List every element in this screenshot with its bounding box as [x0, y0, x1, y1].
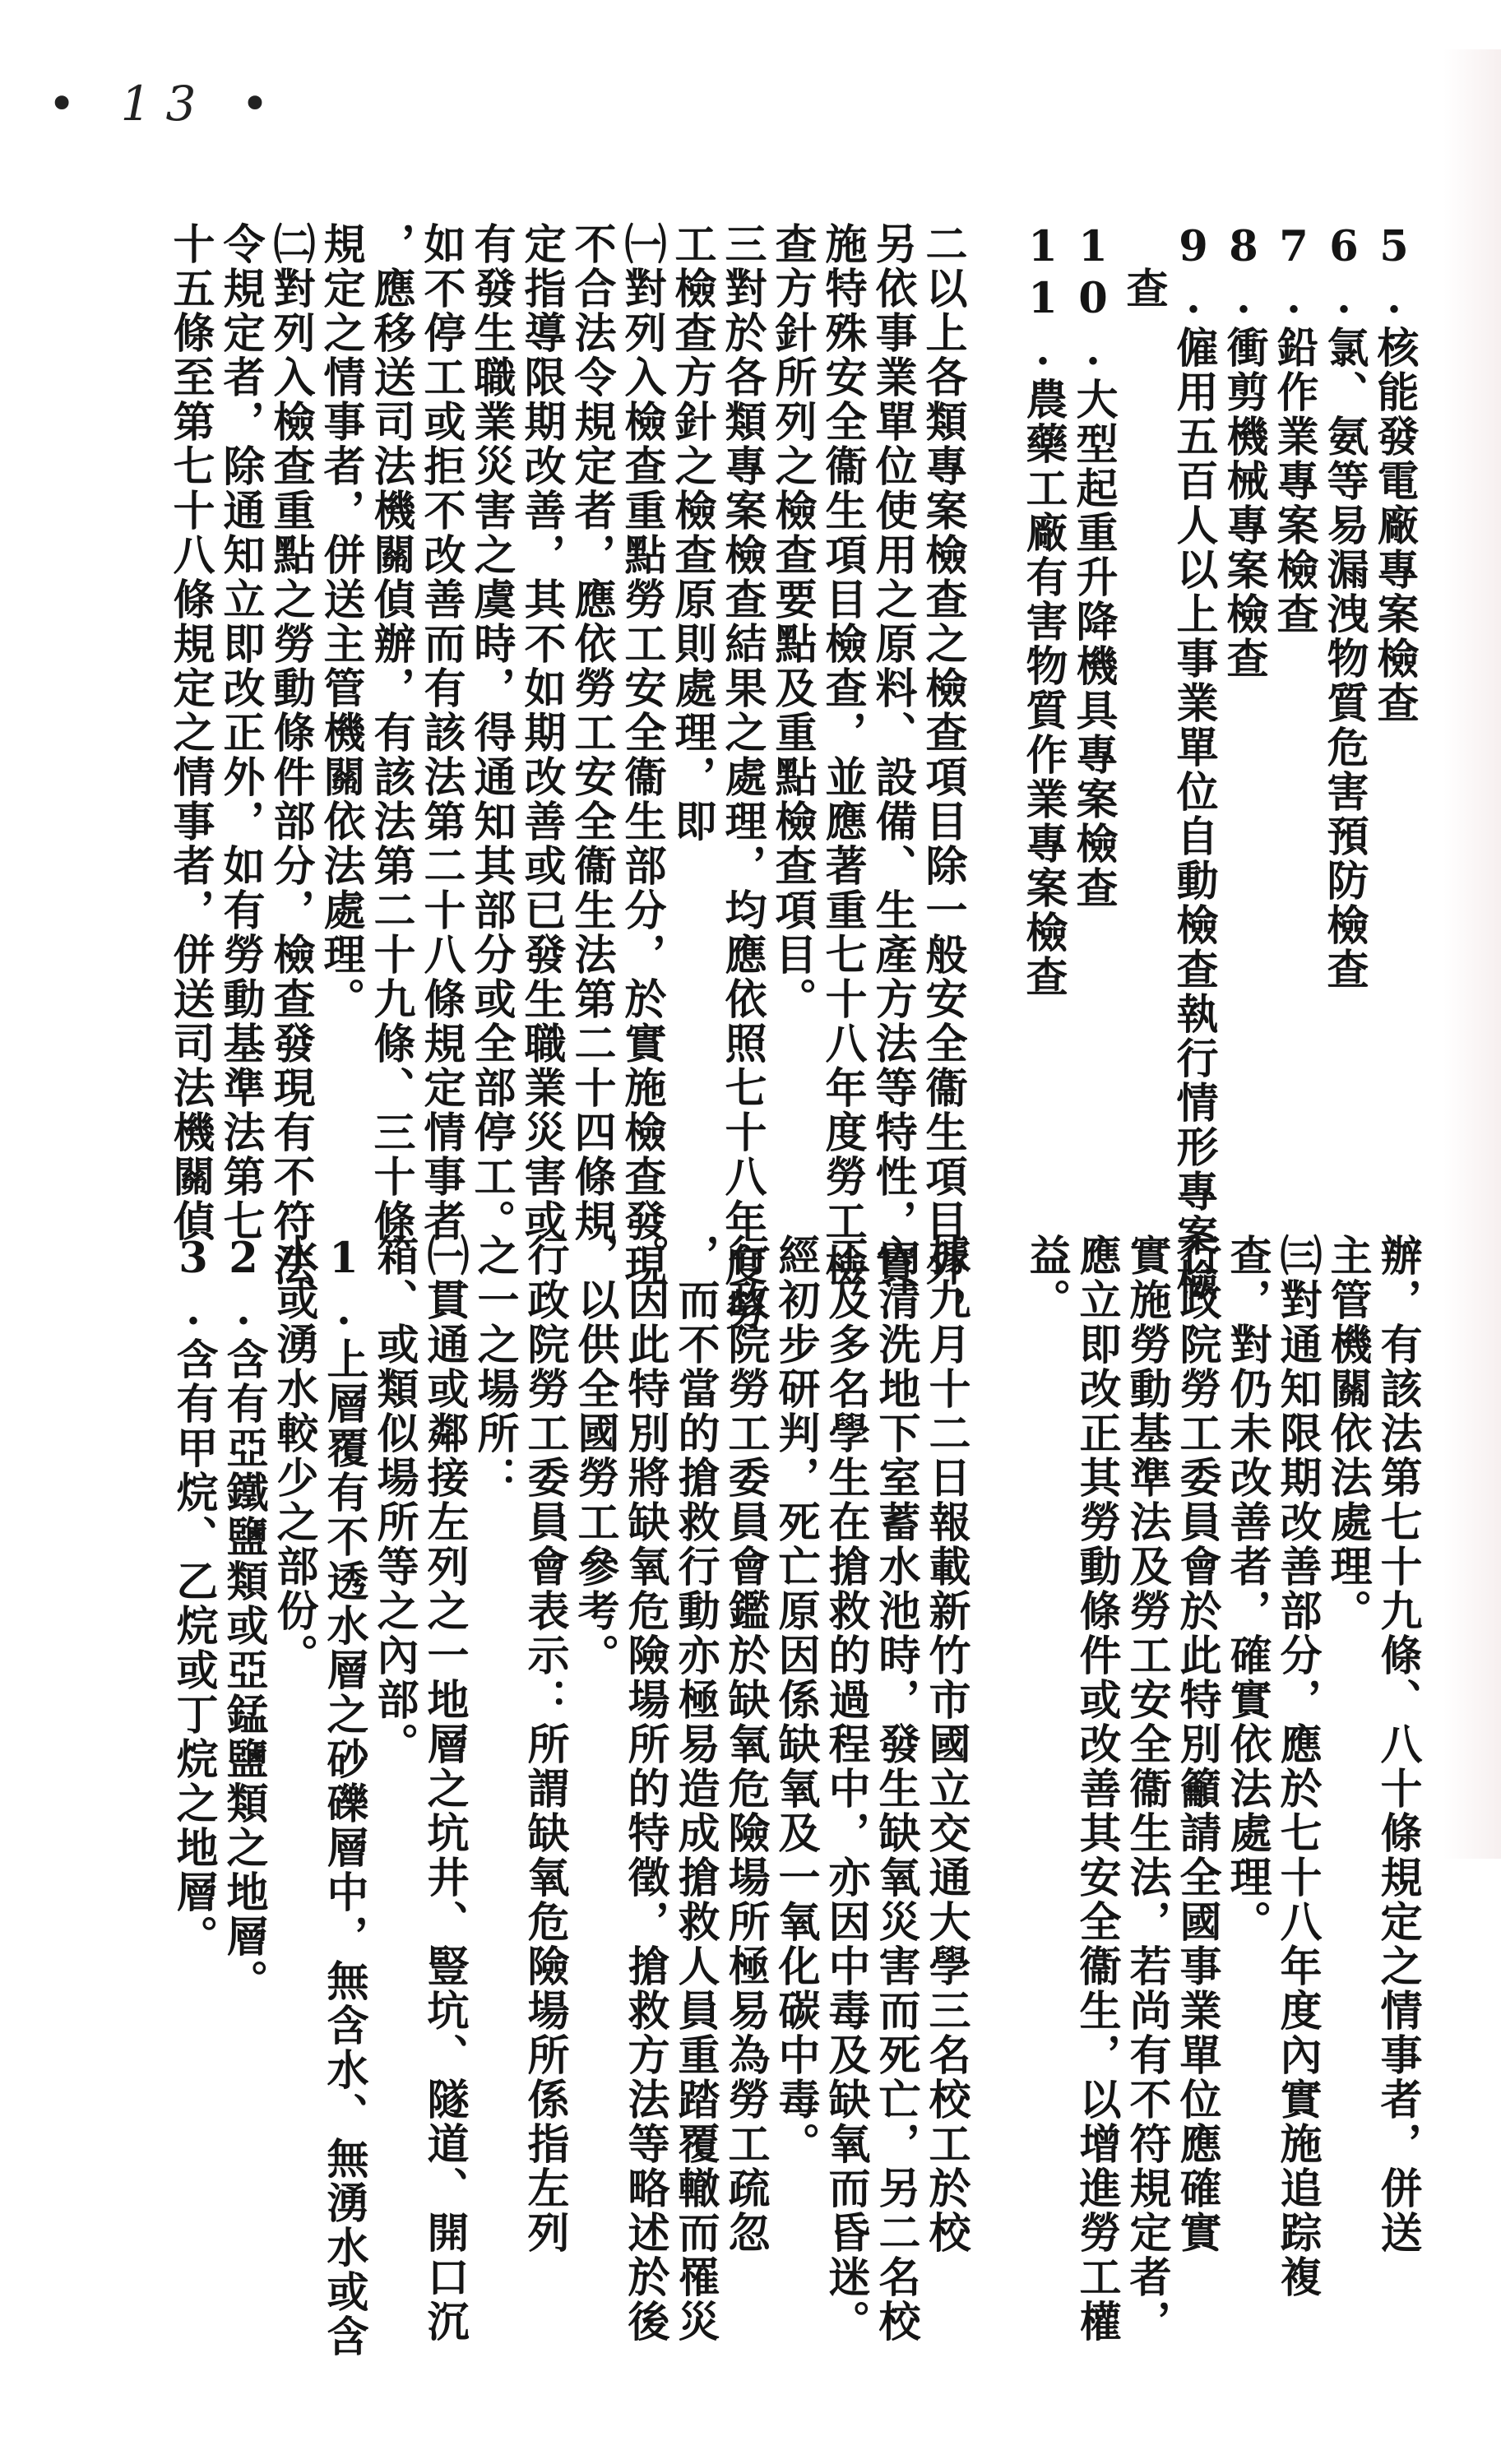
text-line: ，應移送司法機關偵辦，有該法第二十九條、三十條 — [366, 222, 415, 1244]
text-line: 十五條至第七十八條規定之情事者，併送司法機關偵 — [165, 222, 215, 1244]
column-gap — [967, 222, 1017, 1160]
text-line: 10.大型起重升降機具專案檢查 — [1068, 222, 1118, 910]
text-line: ，而不當的搶救行動亦極易造成搶救人員重踏覆轍而罹災 — [670, 1234, 720, 2344]
text-line: 之一之場所： — [470, 1234, 519, 1500]
text-line: 查方針所列之檢查要點及重點檢查項目。 — [767, 222, 817, 1021]
text-line: 工及多名學生在搶救的過程中，亦因中毒及缺氧而昏迷。 — [821, 1234, 870, 2344]
text-line: 行政院勞工委員會於此特別籲請全國事業單位應確實 — [1172, 1234, 1221, 2255]
text-line: 7.鉛作業專案檢查 — [1269, 222, 1318, 637]
text-line: 5.核能發電廠專案檢查 — [1369, 222, 1419, 725]
text-line: 實施勞動基準法及勞工安全衞生法，若尚有不符規定者， — [1122, 1234, 1171, 2344]
text-line: 主管機關依法處理。 — [1323, 1234, 1372, 1633]
text-line: 3.含有甲烷、乙烷或丁烷之地層。 — [169, 1234, 218, 1959]
text-line: 2.含有亞鐵鹽類或亞錳鹽類之地層。 — [219, 1234, 268, 2003]
text-line: 不合法令規定者，應依勞工安全衞生法第二十四條規 — [567, 222, 616, 1244]
text-column-bottom — [168, 1234, 1422, 2377]
text-line: 有發生職業災害之虞時，得通知其部分或全部停工。 — [466, 222, 516, 1244]
text-line: 查 — [1119, 222, 1168, 311]
text-line: 1.上層覆有不透水層之砂礫層中，無含水、無湧水或含 — [319, 1234, 368, 2359]
text-column-top — [164, 222, 1419, 1332]
text-line: 11.農藥工廠有害物質作業專案檢查 — [1018, 222, 1068, 999]
text-line: ㈠貫通或鄰接左列之一地層之坑井、豎坑、隧道、開口沉 — [419, 1234, 469, 2344]
text-line: 定指導限期改善，其不如期改善或已發生職業災害或 — [517, 222, 566, 1244]
text-line: 據九月十二日報載新竹市國立交通大學三名校工於校 — [921, 1234, 971, 2255]
text-line: 箱、或類似場所等之內部。 — [369, 1234, 419, 1767]
text-line: 施特殊安全衞生項目檢查，並應著重七十八年度勞工檢 — [818, 222, 867, 1288]
text-line: 9.僱用五百人以上事業單位自動檢查執行情形專案檢 — [1169, 222, 1218, 1303]
page-number: • 13 • — [48, 76, 285, 132]
text-line: 。因此特別將缺氧危險場所的特徵，搶救方法等略述於後 — [620, 1234, 669, 2344]
text-line: 行政院勞工委員會鑑於缺氧危險場所極易為勞工疏忽 — [720, 1234, 770, 2255]
text-line: 內清洗地下室蓄水池時，發生缺氧災害而死亡，另二名校 — [871, 1234, 920, 2344]
text-line: ㈡對列入檢查重點之勞動條件部分，檢查發現有不符法 — [266, 222, 315, 1288]
text-line: 另依事業單位使用之原料、設備、生產方法等特性，實 — [868, 222, 917, 1288]
text-line: 辦，有該法第七十九條、八十條規定之情事者，併送 — [1373, 1234, 1422, 2255]
text-line: 8.衝剪機械專案檢查 — [1219, 222, 1268, 681]
text-line: 規定之情事者，併送主管機關依法處理。 — [316, 222, 365, 1021]
text-line: 二以上各類專案檢查之檢查項目除一般安全衞生項目外， — [918, 222, 967, 1332]
column-gap — [971, 1234, 1021, 2377]
text-line: 經初步研判，死亡原因係缺氧及一氧化碳中毒。 — [771, 1234, 820, 2166]
text-line: 水或湧水較少之部份。 — [269, 1234, 318, 1678]
text-line: 工檢查方針之檢查原則處理，即 — [667, 222, 716, 844]
text-line: 應立即改正其勞動條件或改善其安全衞生，以增進勞工權 — [1072, 1234, 1121, 2344]
text-line: 查，對仍未改善者，確實依法處理。 — [1222, 1234, 1272, 1944]
text-line: 令規定者，除通知立即改正外，如有勞動基準法第七 — [215, 222, 265, 1244]
ink-bleed-edge — [1443, 49, 1501, 1859]
text-line: 如不停工或拒不改善而有該法第二十八條規定情事者 — [416, 222, 466, 1244]
text-line: ㈠對列入檢查重點勞工安全衞生部分，於實施檢查發現 — [617, 222, 666, 1288]
text-line: 6.氯、氨等易漏洩物質危害預防檢查 — [1319, 222, 1369, 992]
text-line: 行政院勞工委員會表示：所謂缺氧危險場所係指左列 — [520, 1234, 569, 2255]
text-line: ，以供全國勞工參考。 — [570, 1234, 619, 1678]
text-line: 益。 — [1022, 1234, 1071, 1322]
text-line: 三對於各類專案檢查結果之處理，均應依照七十八年度勞 — [717, 222, 767, 1332]
text-line: ㈢對通知限期改善部分，應於七十八年度內實施追踪複 — [1272, 1234, 1322, 2300]
